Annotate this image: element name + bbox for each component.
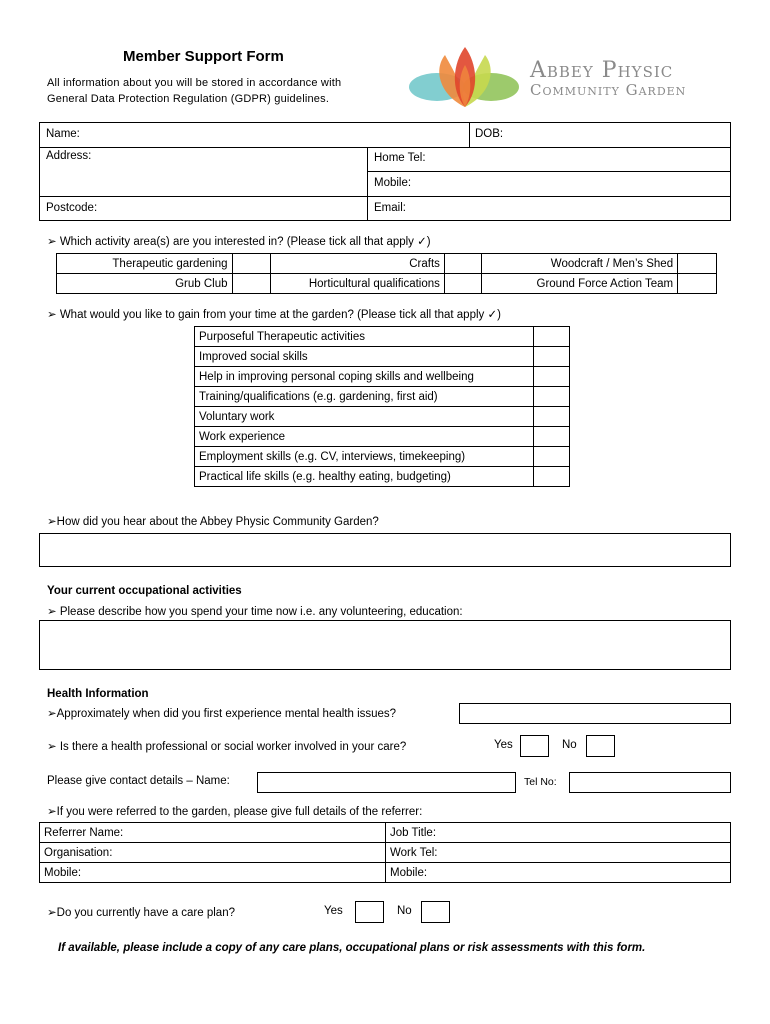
activity-tickbox[interactable]	[444, 274, 481, 294]
dob-label: DOB:	[475, 128, 504, 140]
gain-item: Work experience	[195, 427, 534, 447]
logo-name-line-2: Community Garden	[530, 81, 687, 99]
logo-name-line-1: Abbey Physic	[530, 58, 674, 83]
activity-woodcraft: Woodcraft / Men’s Shed	[481, 254, 677, 274]
email-label: Email:	[374, 202, 406, 214]
occupation-heading: Your current occupational activities	[47, 585, 242, 597]
personal-details-box	[39, 122, 731, 221]
gain-item: Training/qualifications (e.g. gardening, first aid)	[195, 387, 534, 407]
care-plan-no-checkbox[interactable]	[421, 901, 450, 923]
gain-tickbox[interactable]	[534, 407, 570, 427]
contact-name-field[interactable]	[257, 772, 516, 793]
name-label: Name:	[46, 128, 80, 140]
mobile-label: Mobile:	[374, 177, 412, 189]
health-first-question: ➢Approximately when did you first experience mental health issues?	[47, 708, 397, 720]
tel-no-field[interactable]	[569, 772, 731, 793]
intro-line-2: General Data Protection Regulation (GDPR) guidelines.	[47, 93, 330, 105]
activity-horticultural: Horticultural qualifications	[271, 274, 445, 294]
occupation-answer-field[interactable]	[39, 620, 731, 670]
tel-no-label: Tel No:	[524, 776, 557, 788]
postcode-label: Postcode:	[46, 202, 98, 214]
gain-item: Help in improving personal coping skills and wellbeing	[195, 367, 534, 387]
care-plan-yes-label: Yes	[324, 905, 343, 917]
health-no-checkbox[interactable]	[586, 735, 615, 757]
gain-item: Employment skills (e.g. CV, interviews, timekeeping)	[195, 447, 534, 467]
occupation-question: ➢ Please describe how you spend your time now i.e. any volunteering, education:	[47, 606, 463, 618]
lotus-logo-icon	[405, 45, 525, 110]
gain-item: Purposeful Therapeutic activities	[195, 327, 534, 347]
activity-tickbox[interactable]	[232, 254, 271, 274]
gain-item: Voluntary work	[195, 407, 534, 427]
activity-tickbox[interactable]	[232, 274, 271, 294]
referrer-mobile-right-label: Mobile:	[386, 863, 731, 883]
intro-line-1: All information about you will be stored in accordance with	[47, 77, 342, 89]
activity-tickbox[interactable]	[678, 254, 717, 274]
work-tel-label: Work Tel:	[386, 843, 731, 863]
health-first-field[interactable]	[459, 703, 731, 724]
health-heading: Health Information	[47, 688, 149, 700]
activity-therapeutic-gardening: Therapeutic gardening	[57, 254, 233, 274]
page-title: Member Support Form	[123, 48, 284, 65]
job-title-label: Job Title:	[386, 823, 731, 843]
activity-grub-club: Grub Club	[57, 274, 233, 294]
contact-name-label: Please give contact details – Name:	[47, 775, 230, 787]
care-plan-yes-checkbox[interactable]	[355, 901, 384, 923]
health-no-label: No	[562, 739, 577, 751]
gain-tickbox[interactable]	[534, 447, 570, 467]
referrer-mobile-label: Mobile:	[40, 863, 386, 883]
organisation-label: Organisation:	[40, 843, 386, 863]
intro-text	[47, 75, 341, 107]
activity-crafts: Crafts	[271, 254, 445, 274]
health-yes-label: Yes	[494, 739, 513, 751]
home-tel-label: Home Tel:	[374, 152, 426, 164]
gain-tickbox[interactable]	[534, 427, 570, 447]
care-plan-no-label: No	[397, 905, 412, 917]
gain-tickbox[interactable]	[534, 387, 570, 407]
activity-ground-force: Ground Force Action Team	[481, 274, 677, 294]
address-label: Address:	[46, 150, 92, 162]
health-professional-question: ➢ Is there a health professional or social worker involved in your care?	[47, 741, 407, 753]
referrer-question: ➢If you were referred to the garden, please give full details of the referrer:	[47, 806, 423, 818]
gain-tickbox[interactable]	[534, 347, 570, 367]
gains-table	[194, 326, 570, 487]
gains-question: ➢ What would you like to gain from your time at the garden? (Please tick all that apply ✓)	[47, 309, 501, 321]
health-yes-checkbox[interactable]	[520, 735, 549, 757]
care-plan-question: ➢Do you currently have a care plan?	[47, 907, 235, 919]
gain-item: Practical life skills (e.g. healthy eating, budgeting)	[195, 467, 534, 487]
hear-answer-field[interactable]	[39, 533, 731, 567]
activities-question: ➢ Which activity area(s) are you interested in? (Please tick all that apply ✓)	[47, 236, 431, 248]
gain-item: Improved social skills	[195, 347, 534, 367]
activity-tickbox[interactable]	[678, 274, 717, 294]
referrer-name-label: Referrer Name:	[40, 823, 386, 843]
activities-table	[56, 253, 717, 294]
activity-tickbox[interactable]	[444, 254, 481, 274]
referrer-table	[39, 822, 731, 883]
gain-tickbox[interactable]	[534, 367, 570, 387]
footer-note: If available, please include a copy of any care plans, occupational plans or risk assessments with this form.	[58, 942, 646, 954]
gain-tickbox[interactable]	[534, 467, 570, 487]
gain-tickbox[interactable]	[534, 327, 570, 347]
hear-question: ➢How did you hear about the Abbey Physic Community Garden?	[47, 516, 379, 528]
